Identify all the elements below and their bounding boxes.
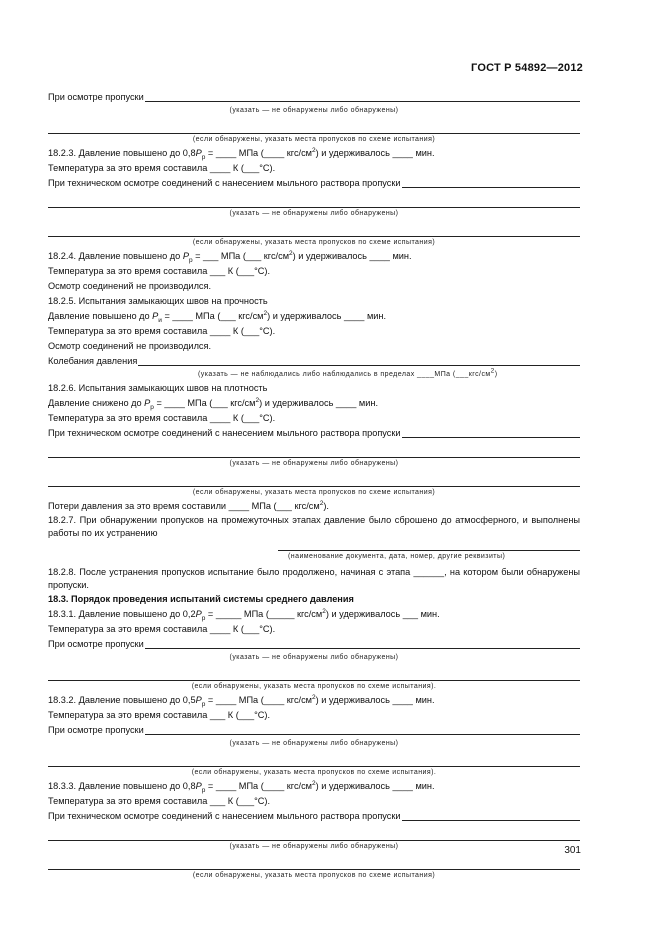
fill-in-blank [138, 355, 580, 366]
form-line [48, 176, 580, 191]
text: При техническом осмотре соединений с нанесением мыльного раствора пропуски [48, 811, 401, 821]
form-line [48, 354, 580, 369]
form-line [48, 607, 580, 622]
text: Давление повышено до $P_и$ = ____ МПа (___ кгс/$см^2$) и удерживалось ____ мин. [48, 309, 387, 324]
fill-in-blank [402, 427, 580, 438]
paragraph: 18.2.8. После устранения пропусков испытание было продолжено, начиная с этапа ______, на котором были обнаружены пропуски. [48, 567, 580, 590]
blank-line [48, 856, 580, 870]
field-hint: (указать — не обнаружены либо обнаружены) [229, 210, 399, 217]
text: При техническом осмотре соединений с нанесением мыльного раствора пропуски [48, 428, 401, 438]
form-line [48, 809, 580, 824]
form-line [48, 146, 580, 161]
blank-line [48, 827, 580, 841]
text: При техническом осмотре соединений с нанесением мыльного раствора пропуски [48, 178, 401, 188]
form-line [48, 723, 580, 738]
form-line: Осмотр соединений не производился. [48, 281, 212, 291]
text: 18.2.4. Давление повышено до $P_р$ = ___ МПа (___ кгс/$см^2$) и удерживалось ____ мин. [48, 249, 412, 264]
blank-line [48, 753, 580, 767]
field-hint: (наименование документа, дата, номер, другие реквизиты) [288, 553, 506, 560]
text: 18.2.3. Давление повышено до $0,8P_р$ = ____ МПа (____ кгс/$см^2$) и удерживалось ____ мин. [48, 146, 435, 161]
page-number: 301 [564, 845, 581, 856]
text: 18.3.2. Давление повышено до $0,5P_р$ = ____ МПа (____ кгс/$см^2$) и удерживалось ____ мин. [48, 693, 435, 708]
field-hint: (если обнаружены, указать места пропусков по схеме испытания) [192, 489, 436, 496]
field-hint: (если обнаружены, указать места пропусков по схеме испытания). [191, 769, 437, 776]
blank-line [48, 120, 580, 134]
form-line: 18.2.6. Испытания замыкающих швов на плотность [48, 383, 268, 393]
form-line: 18.2.5. Испытания замыкающих швов на прочность [48, 296, 268, 306]
fill-in-blank [402, 810, 580, 821]
field-hint: (указать — не обнаружены либо обнаружены) [229, 654, 399, 661]
form-line: Температура за это время составила ___ К (___°С). [48, 796, 271, 806]
text: При осмотре пропуски [48, 639, 144, 649]
field-hint: (указать — не наблюдались либо наблюдались в пределах ____МПа $(\_\_\_кгс/см^2)$ [198, 367, 498, 378]
blank-line [48, 667, 580, 681]
blank-line [48, 194, 580, 208]
field-hint: (если обнаружены, указать места пропусков по схеме испытания) [192, 872, 436, 879]
form-line [48, 693, 580, 708]
form-line: Температура за это время составила ____ К (___°С). [48, 163, 276, 173]
form-line [48, 249, 580, 264]
paragraph: 18.2.7. При обнаружении пропусков на промежуточных этапах давление было сброшено до атмосферного, и выполнены работы по их устранению [48, 515, 580, 538]
field-hint: (указать — не обнаружены либо обнаружены) [229, 843, 399, 850]
section-heading: 18.3. Порядок проведения испытаний системы среднего давления [48, 594, 354, 604]
form-line: Осмотр соединений не производился. [48, 341, 212, 351]
form-line [48, 396, 580, 411]
form-line: Температура за это время составила ____ К (___°С). [48, 413, 276, 423]
form-line: Температура за это время составила ___ К (___°С). [48, 710, 271, 720]
blank-line [48, 444, 580, 458]
form-line [48, 779, 580, 794]
blank-line [48, 223, 580, 237]
text: Давление снижено до $P_р$ = ____ МПа (___ кгс/$см^2$) и удерживалось ____ мин. [48, 396, 378, 411]
field-hint: (указать — не обнаружены либо обнаружены) [229, 740, 399, 747]
form-line: Температура за это время составила ___ К (___°С). [48, 266, 271, 276]
form-line [48, 90, 580, 105]
document-body [48, 90, 580, 882]
field-hint: (если обнаружены, указать места пропусков по схеме испытания) [192, 136, 436, 143]
text: Колебания давления [48, 356, 138, 366]
text: При осмотре пропуски [48, 92, 144, 102]
field-hint: (указать — не обнаружены либо обнаружены) [229, 460, 399, 467]
text: При осмотре пропуски [48, 725, 144, 735]
form-line [48, 499, 580, 514]
fill-in-blank [145, 91, 580, 102]
field-hint: (если обнаружены, указать места пропусков по схеме испытания) [192, 239, 436, 246]
field-hint: (указать — не обнаружены либо обнаружены) [229, 107, 399, 114]
form-line: Температура за это время составила ____ К (___°С). [48, 624, 276, 634]
blank-line [48, 473, 580, 487]
text: 18.3.1. Давление повышено до $0,2P_р$ = _____ МПа (_____ кгс/$см^2$) и удерживалось ___ мин. [48, 607, 440, 622]
form-line [48, 309, 580, 324]
fill-in-blank [145, 638, 580, 649]
fill-in-blank [145, 724, 580, 735]
blank-line [278, 537, 580, 551]
form-line [48, 426, 580, 441]
text: Потери давления за это время составили ____ МПа (___ кгс/$см^2$). [48, 499, 329, 511]
form-line: Температура за это время составила ____ К (___°С). [48, 326, 276, 336]
form-line [48, 637, 580, 652]
document-header: ГОСТ Р 54892—2012 [471, 62, 583, 74]
field-hint: (если обнаружены, указать места пропусков по схеме испытания). [191, 683, 437, 690]
fill-in-blank [402, 177, 580, 188]
text: 18.3.3. Давление повышено до $0,8P_р$ = ____ МПа (____ кгс/$см^2$) и удерживалось ____ мин. [48, 779, 435, 794]
